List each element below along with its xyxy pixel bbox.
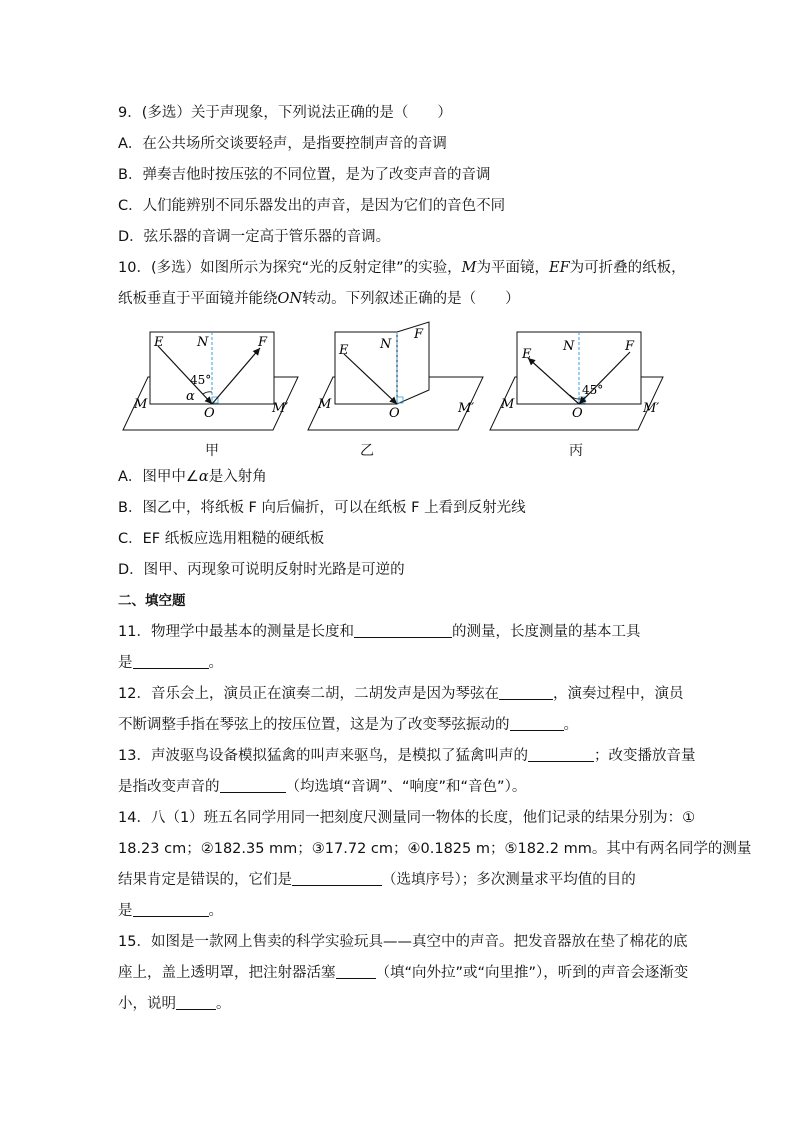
label-Mp-jia: M′ [272,401,289,416]
q9-option-a: A．在公共场所交谈要轻声，是指要控制声音的音调 [118,136,447,152]
q15-line3: 小，说明 。 [118,996,231,1012]
label-M-bing: M [501,397,515,412]
caption-jia: 甲 [205,443,219,459]
q11-line2: 是 。 [118,655,223,671]
q14-line4: 是 。 [118,903,223,919]
label-N-jia: N [197,335,209,350]
label-alpha-jia: α [186,389,195,404]
q10-option-b: B．图乙中，将纸板 F 向后偏折，可以在纸板 F 上看到反射光线 [118,500,526,516]
q14-line1: 14．八（1）班五名同学用同一把刻度尺测量同一物体的长度，他们记录的结果分别为：① [118,810,696,826]
q15-line1: 15．如图是一款网上售卖的科学实验玩具——真空中的声音。把发音器放在垫了棉花的底 [118,934,688,950]
answer-blank[interactable] [510,716,564,731]
q9-stem: 9．(多选）关于声现象，下列说法正确的是（ ） [118,105,452,121]
figure-bing [490,332,663,430]
answer-blank[interactable] [528,747,594,762]
caption-bing: 丙 [569,443,583,459]
q14-line2: 18.23 cm；②182.35 mm；③17.72 cm；④0.1825 m；⑤182.2 mm。其中有两名同学的测量 [118,841,752,857]
label-M-yi: M [318,397,332,412]
q9-option-d: D．弦乐器的音调一定高于管乐器的音调。 [118,229,391,245]
label-M-jia: M [134,397,148,412]
label-F-yi: F [414,327,424,342]
q10-stem-line1: 10．(多选）如图所示为探究“光的反射定律”的实验，M为平面镜，EF为可折叠的纸板， [118,260,686,276]
label-O-bing: O [572,406,583,421]
q13-line1: 13．声波驱鸟设备模拟猛禽的叫声来驱鸟，是模拟了猛禽叫声的 ；改变播放音量 [118,748,696,764]
q13-line2: 是指改变声音的 （均选填“音调”、“响度”和“音色”）。 [118,779,527,795]
q11-line1: 11．物理学中最基本的测量是长度和 的测量，长度测量的基本工具 [118,624,641,640]
q10-stem-line2: 纸板垂直于平面镜并能绕ON转动。下列叙述正确的是（ ） [118,291,520,307]
label-O-jia: O [204,406,215,421]
answer-blank[interactable] [220,778,286,793]
answer-blank[interactable] [292,871,382,886]
q12-line1: 12．音乐会上，演员正在演奏二胡，二胡发声是因为琴弦在 ，演奏过程中，演员 [118,686,684,702]
label-N-bing: N [563,339,575,354]
answer-blank[interactable] [336,964,376,979]
caption-yi: 乙 [360,443,374,459]
label-E-yi: E [339,343,349,358]
q10-option-d: D．图甲、丙现象可说明反射时光路是可逆的 [118,562,405,578]
q15-line2: 座上，盖上透明罩，把注射器活塞 （填“向外拉”或“向里推”），听到的声音会逐渐变 [118,965,689,981]
answer-blank[interactable] [133,902,209,917]
q9-option-c: C．人们能辨别不同乐器发出的声音，是因为它们的音色不同 [118,198,506,214]
section-title: 二、填空题 [118,593,186,609]
q10-option-a: A．图甲中∠α是入射角 [118,469,267,485]
answer-blank[interactable] [133,654,209,669]
q14-line3: 结果肯定是错误的，它们是 （选填序号）；多次测量求平均值的目的 [118,872,636,888]
q12-line2: 不断调整手指在琴弦上的按压位置，这是为了改变琴弦振动的 。 [118,717,578,733]
q9-option-b: B．弹奏吉他时按压弦的不同位置，是为了改变声音的音调 [118,167,491,183]
label-E-bing: E [522,347,532,362]
answer-blank[interactable] [354,623,452,638]
figure-jia [123,332,298,430]
answer-blank[interactable] [176,995,216,1010]
label-N-yi: N [380,337,392,352]
label-angle-jia: 45° [190,373,212,387]
label-E-jia: E [154,335,164,350]
answer-blank[interactable] [499,685,553,700]
label-F-bing: F [625,339,635,354]
q10-option-c: C．EF 纸板应选用粗糙的硬纸板 [118,531,325,547]
figure-yi [308,322,483,430]
label-angle-bing: 45° [582,383,604,397]
label-Mp-yi: M′ [458,401,475,416]
q10-figure [118,320,678,438]
label-O-yi: O [389,406,400,421]
label-Mp-bing: M′ [643,401,660,416]
label-F-jia: F [258,335,268,350]
